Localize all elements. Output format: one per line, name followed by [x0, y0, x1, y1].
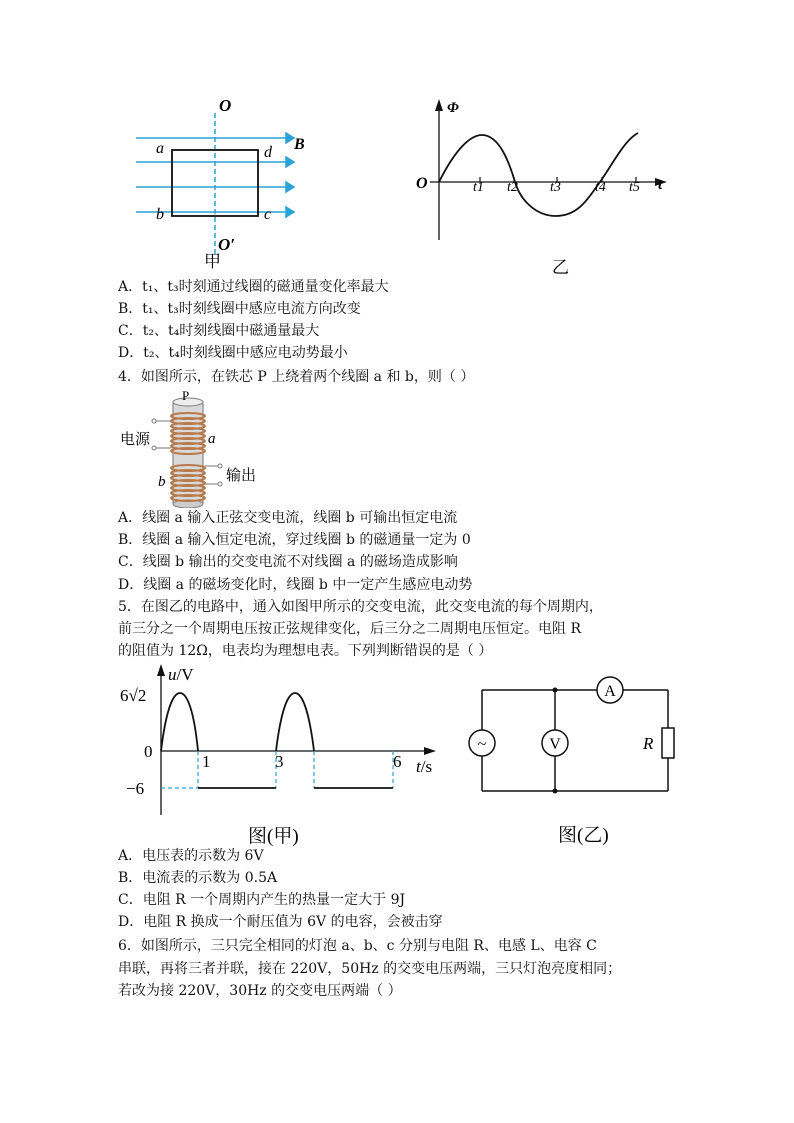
- label-a: a: [156, 140, 164, 157]
- q3-option-b: B．t₁、t₃时刻线圈中感应电流方向改变: [118, 301, 361, 317]
- q5-stem-line-2: 前三分之一个周期电压按正弦规律变化，后三分之二周期电压恒定。电阻 R: [118, 621, 581, 637]
- y-tick-6root2: 6√2: [120, 686, 147, 705]
- q5-circuit-diagram: [460, 670, 690, 850]
- label-coil-a: a: [208, 431, 216, 447]
- label-c: c: [264, 206, 272, 223]
- caption-graph-jia: 图(甲): [248, 826, 299, 847]
- x-tick-6: 6: [393, 752, 402, 771]
- label-O: O: [219, 96, 232, 115]
- label-d: d: [264, 144, 272, 161]
- q5-voltage-graph: [118, 660, 448, 850]
- q3-option-a: A．t₁、t₃时刻通过线圈的磁通量变化率最大: [118, 279, 389, 295]
- label-t: t: [658, 177, 663, 193]
- caption-jia: 甲: [204, 252, 221, 270]
- x-tick-1: 1: [202, 752, 211, 771]
- q3-option-d: D．t₂、t₄时刻线圈中感应电动势最小: [118, 345, 348, 361]
- y-tick-neg6: −6: [126, 779, 145, 798]
- q6-stem-line-1: 6．如图所示，三只完全相同的灯泡 a、b、c 分别与电阻 R、电感 L、电容 C: [118, 938, 597, 954]
- t-axis-label: t/s: [416, 757, 433, 776]
- label-phi: Φ: [447, 100, 459, 116]
- resistor-label: R: [643, 734, 654, 753]
- caption-circuit-yi: 图(乙): [558, 825, 609, 846]
- tick-t1: t1: [473, 180, 484, 195]
- coil-abcd: [172, 150, 258, 216]
- q5-stem-line-1: 5．在图乙的电路中，通入如图甲所示的交变电流，此交变电流的每个周期内，: [118, 599, 603, 615]
- label-O-prime: O′: [218, 235, 236, 254]
- q5-option-b: B．电流表的示数为 0.5A: [118, 870, 278, 886]
- caption-yi: 乙: [552, 258, 569, 275]
- circuit-wires: [482, 690, 668, 791]
- label-coil-b: b: [158, 474, 166, 490]
- q4-option-a: A．线圈 a 输入正弦交变电流，线圈 b 可输出恒定电流: [118, 510, 458, 526]
- voltage-waveform: [161, 693, 393, 788]
- figure-jia-coil-in-field: [128, 95, 328, 270]
- resistor-R: [662, 728, 674, 758]
- q5-option-d: D．电阻 R 换成一个耐压值为 6V 的电容，会被击穿: [118, 914, 443, 930]
- q5-stem-line-3: 的阻值为 12Ω，电表均为理想电表。下列判断错误的是（ ）: [118, 643, 493, 659]
- coil-a: [171, 413, 205, 454]
- q4-option-b: B．线圈 a 输入恒定电流，穿过线圈 b 的磁通量一定为 0: [118, 532, 471, 548]
- flux-sine-curve: [439, 133, 638, 216]
- label-P: P: [182, 390, 190, 403]
- label-output: 输出: [226, 468, 257, 484]
- q4-option-d: D．线圈 a 的磁场变化时，线圈 b 中一定产生感应电动势: [118, 577, 473, 593]
- figure-yi-flux-graph: [410, 95, 680, 275]
- label-b: b: [156, 206, 164, 223]
- tick-t2: t2: [507, 180, 518, 195]
- q5-option-c: C．电阻 R 一个周期内产生的热量一定大于 9J: [118, 892, 406, 908]
- y-tick-zero: 0: [144, 742, 153, 761]
- tick-t5: t5: [629, 180, 640, 195]
- q5-option-a: A．电压表的示数为 6V: [118, 848, 264, 864]
- q4-option-c: C．线圈 b 输出的交变电流不对线圈 a 的磁场造成影响: [118, 554, 458, 570]
- q4-stem: 4．如图所示，在铁芯 P 上绕着两个线圈 a 和 b，则（ ）: [118, 369, 475, 385]
- u-axis-label: u/V: [168, 665, 194, 684]
- voltmeter-label: V: [549, 736, 561, 753]
- label-B: B: [294, 136, 305, 153]
- ammeter-label: A: [604, 683, 616, 700]
- q6-stem-line-2: 串联，再将三者并联，接在 220V，50Hz 的交变电压两端，三只灯泡亮度相同；: [118, 961, 622, 977]
- tick-t4: t4: [595, 180, 606, 195]
- q4-iron-core-figure: [118, 390, 278, 508]
- ac-source-symbol: ~: [477, 736, 487, 753]
- q6-stem-line-3: 若改为接 220V，30Hz 的交变电压两端（ ）: [118, 983, 402, 999]
- label-origin: O: [416, 175, 428, 192]
- label-power-source: 电源: [120, 432, 151, 448]
- q3-option-c: C．t₂、t₄时刻线圈中磁通量最大: [118, 323, 320, 339]
- x-tick-3: 3: [275, 752, 284, 771]
- tick-t3: t3: [550, 180, 561, 195]
